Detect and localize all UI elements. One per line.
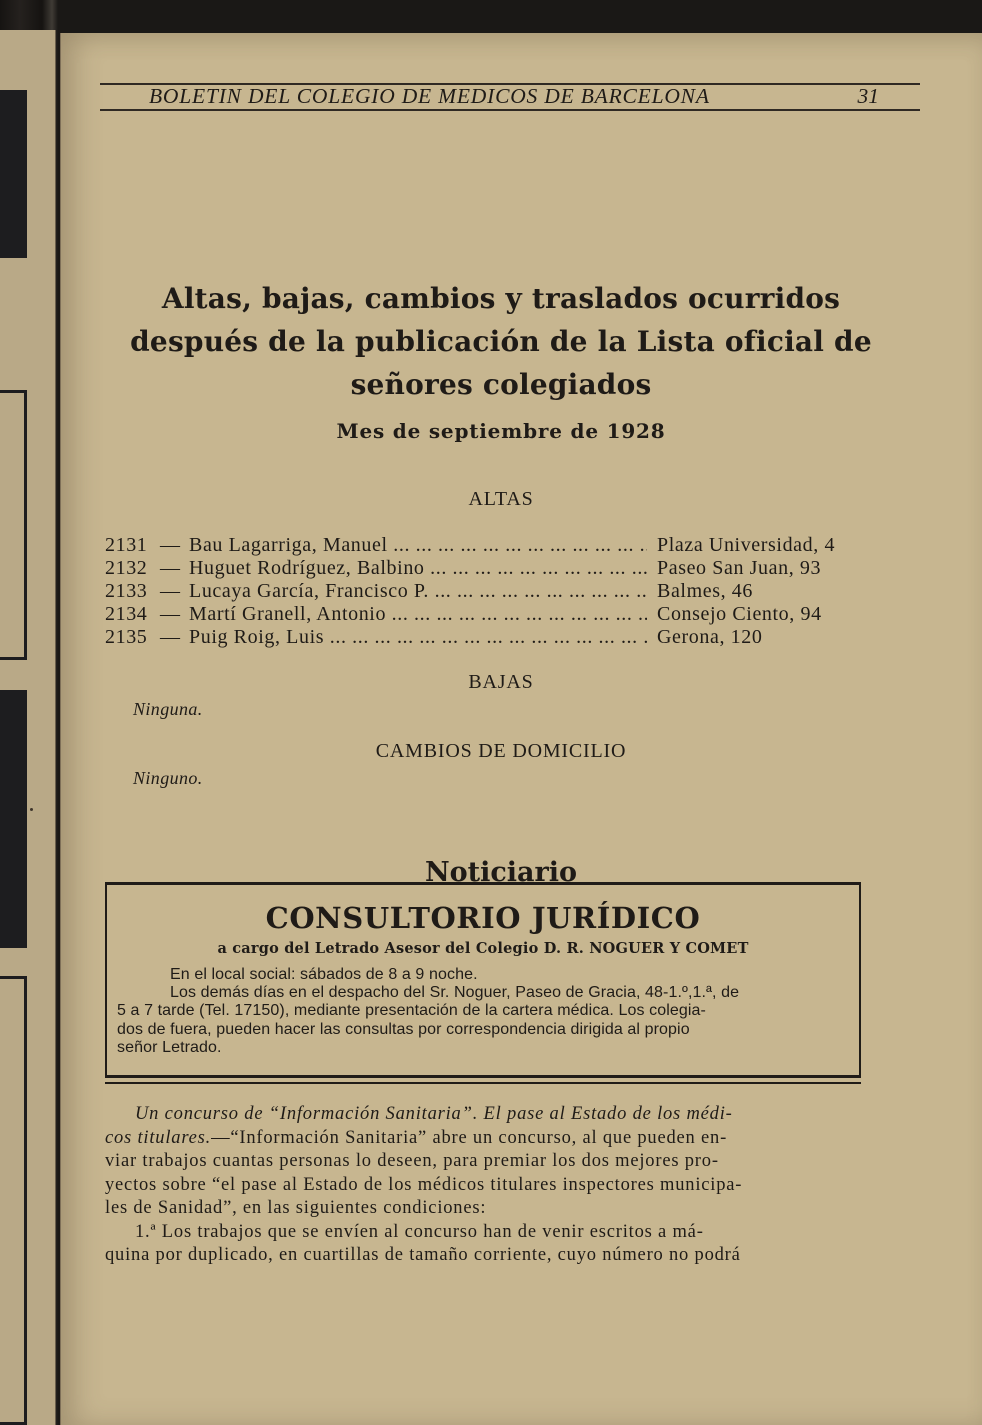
article-line (105, 1127, 885, 1151)
member-number: 2132 (105, 557, 148, 579)
member-address: Consejo Ciento, 94 (647, 603, 897, 626)
article-line: yectos sobre “el pase al Estado de los médicos titulares inspectores municipa- (105, 1174, 743, 1195)
article-fragment: —“Información Sanitaria” abre un concurso, al que pueden en- (211, 1127, 728, 1148)
member-name: Martí Granell, Antonio ... . (189, 603, 657, 626)
article-line: viar trabajos cuantas personas lo deseen, para premiar los dos mejores pro- (105, 1151, 719, 1171)
member-number: 2135 (105, 626, 148, 648)
cambios-note: Ninguno. (133, 768, 203, 788)
frame-block (0, 976, 27, 1425)
consultorio-line: 5 a 7 tarde (Tel. 17150), mediante presentación de la cartera médica. Los colegia- (117, 1002, 706, 1020)
article-italic-fragment: cos titulares. (105, 1127, 212, 1148)
dash: — (160, 534, 181, 556)
page-number: 31 (857, 84, 879, 108)
consultorio-box (105, 882, 861, 1078)
member-name: Bau Lagarriga, Manuel ... . (189, 534, 657, 557)
title-line: señores colegiados (350, 368, 652, 401)
consultorio-subtitle: a cargo del Letrado Asesor del Colegio D. R. NOGUER Y COMET (217, 940, 749, 957)
article-line: Un concurso de “Información Sanitaria”. El pase al Estado de los médi- (135, 1104, 733, 1124)
member-name: Puig Roig, Luis ... . (189, 626, 657, 649)
member-number: 2133 (105, 580, 148, 602)
dark-block (0, 90, 27, 258)
article-line: 1.ª Los trabajos que se envíen al concurso han de venir escritos a má- (135, 1221, 704, 1242)
list-item (105, 603, 895, 626)
bajas-note: Ninguna. (133, 699, 203, 719)
frame-block (0, 390, 27, 660)
member-number: 2131 (105, 534, 148, 556)
adjacent-page-edge (0, 30, 56, 1425)
member-name: Lucaya García, Francisco P. ... . (189, 580, 657, 603)
consultorio-line: dos de fuera, pueden hacer las consultas por correspondencia dirigida al propio (117, 1020, 690, 1038)
consultorio-line: Los demás días en el despacho del Sr. Noguer, Paseo de Gracia, 48-1.º,1.ª, de (170, 984, 740, 1002)
running-head: BOLETIN DEL COLEGIO DE MEDICOS DE BARCELONA (149, 84, 710, 108)
member-address: Balmes, 46 (647, 580, 897, 603)
dash: — (160, 603, 181, 625)
list-item (105, 557, 895, 580)
member-name: Huguet Rodríguez, Balbino ... . (189, 557, 657, 580)
article-body (105, 1103, 885, 1268)
member-address: Paseo San Juan, 93 (647, 557, 897, 580)
consultorio-line: señor Letrado. (117, 1038, 222, 1056)
noticiario-heading: Noticiario (424, 857, 578, 888)
title-line: después de la publicación de la Lista oficial de (130, 325, 872, 358)
document-page (60, 33, 982, 1425)
dash: — (160, 626, 181, 648)
bajas-heading: BAJAS (468, 671, 534, 693)
altas-heading: ALTAS (468, 488, 534, 510)
page-title (91, 277, 911, 406)
member-address: Gerona, 120 (647, 626, 897, 649)
altas-list (105, 534, 895, 649)
cambios-heading: CAMBIOS DE DOMICILIO (375, 740, 627, 762)
dash: — (160, 580, 181, 602)
list-item (105, 580, 895, 603)
member-number: 2134 (105, 603, 148, 625)
consultorio-title: CONSULTORIO JURÍDICO (265, 901, 701, 935)
margin-mark (30, 808, 33, 811)
dark-block (0, 690, 27, 948)
list-item (105, 626, 895, 649)
dash: — (160, 557, 181, 579)
month-subtitle: Mes de septiembre de 1928 (336, 419, 666, 443)
consultorio-text (117, 966, 842, 1057)
box-under-rule (105, 1082, 861, 1084)
consultorio-line: En el local social: sábados de 8 a 9 noche. (170, 966, 478, 983)
title-line: Altas, bajas, cambios y traslados ocurridos (161, 282, 841, 315)
member-address: Plaza Universidad, 4 (647, 534, 897, 557)
list-item (105, 534, 895, 557)
article-line: les de Sanidad”, en las siguientes condiciones: (105, 1198, 487, 1218)
article-line: quina por duplicado, en cuartillas de tamaño corriente, cuyo número no podrá (105, 1245, 741, 1265)
header-bottom-rule (100, 109, 920, 111)
